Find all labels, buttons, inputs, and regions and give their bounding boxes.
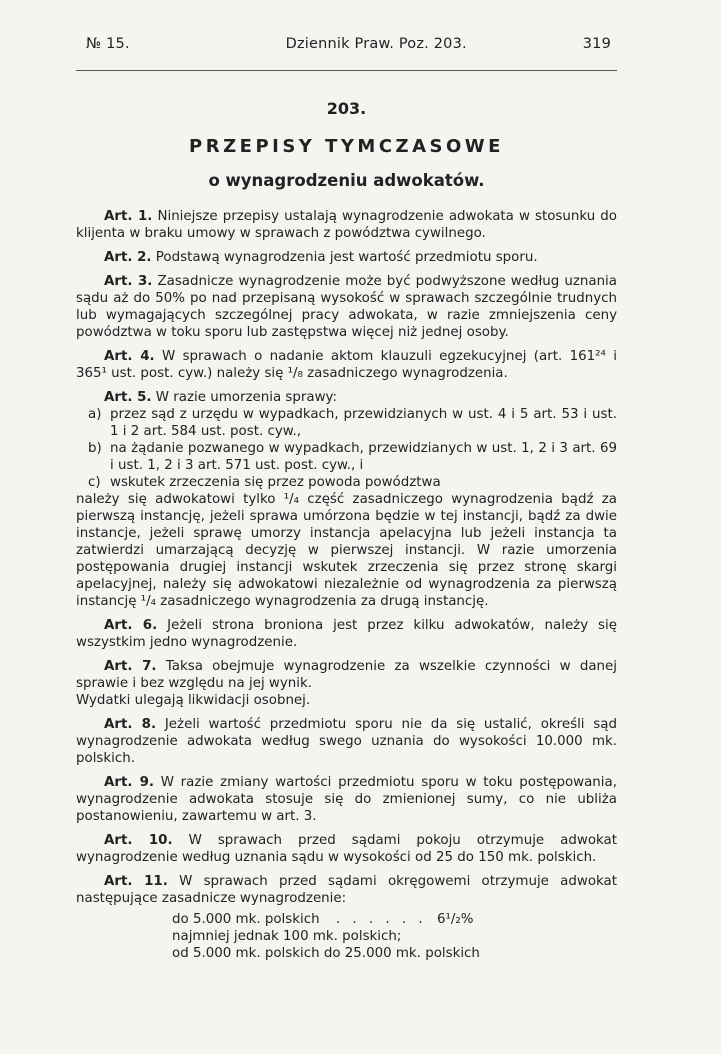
act-title: PRZEPISY TYMCZASOWE	[189, 136, 504, 157]
list-item	[76, 440, 617, 474]
article-5	[76, 389, 617, 406]
article-text: W sprawach o nadanie aktom klauzuli egzekucyjnej (art. 161²⁴ i 365¹ ust. post. cyw.) należy się ¹/₈ zasadniczego wynagrodzenia.	[76, 349, 617, 381]
act-subtitle: o wynagrodzeniu adwokatów.	[208, 171, 485, 190]
article-label: Art. 3.	[104, 274, 153, 289]
rate-value: 6¹/₂%	[436, 912, 474, 927]
article-label: Art. 1.	[104, 209, 153, 224]
article-label: Art. 7.	[104, 659, 157, 674]
article-text: Jeżeli wartość przedmiotu sporu nie da się ustalić, określi sąd wynagrodzenie adwokata według swego uznania do wysokości 10.000 mk. polskich.	[76, 717, 617, 766]
article-text: Jeżeli strona broniona jest przez kilku adwokatów, należy się wszystkim jedno wynagrodzenie.	[76, 618, 617, 650]
act-number: 203.	[326, 99, 367, 118]
page-number: 319	[582, 36, 611, 52]
article-4	[76, 348, 617, 382]
article-7	[76, 658, 617, 709]
article-2	[76, 249, 617, 266]
article-9	[76, 774, 617, 825]
article-5-items	[76, 406, 617, 491]
rate-leader-dots: . . . . . .	[335, 912, 427, 927]
article-text: W sprawach przed sądami pokoju otrzymuje adwokat wynagrodzenie według uznania sądu w wysokości od 25 do 150 mk. polskich.	[76, 833, 617, 865]
article-5-continuation: należy się adwokatowi tylko ¹/₄ część zasadniczego wynagrodzenia bądź za pierwszą instancję, jeżeli sprawa umórzona będzie w tej instancji, bądź za dwie instancje, jeżeli sprawę umorzy instancja apelacyjna lub jeżeli instancja ta zatwierdzi umarzającą decyzję w pierwszej instancji. W razie umorzenia postępowania drugiej instancji wskutek zrzeczenia się przez stronę skargi apelacyjnej, należy się adwokatowi niezależnie od wynagrodzenia za pierwszą instancję ¹/₄ zasadniczego wynagrodzenia za drugą instancję.	[76, 492, 617, 609]
article-text: Podstawą wynagrodzenia jest wartość przedmiotu sporu.	[155, 250, 538, 265]
article-label: Art. 5.	[104, 390, 152, 405]
rate-row	[172, 911, 617, 928]
article-extra: Wydatki ulegają likwidacji osobnej.	[76, 693, 311, 708]
article-1	[76, 208, 617, 242]
journal-title: Dziennik Praw. Poz. 203.	[285, 36, 467, 52]
article-11	[76, 873, 617, 907]
rate-row: najmniej jednak 100 mk. polskich;	[172, 929, 402, 944]
article-label: Art. 9.	[104, 775, 154, 790]
article-label: Art. 4.	[104, 349, 155, 364]
item-marker: b)	[88, 441, 102, 456]
article-text: W razie zmiany wartości przedmiotu sporu w toku postępowania, wynagrodzenie adwokata stosuje się do zmienionej sumy, co nie ubliża postanowieniu, zawartemu w art. 3.	[76, 775, 617, 824]
article-text: Zasadnicze wynagrodzenie może być podwyższone według uznania sądu aż do 50% po nad przepisaną wysokość w sprawach szczególnie trudnych lub wymagających szczególnej pracy adwokata, w razie zmniejszenia ceny powództwa w toku sporu lub zastępstwa więcej niż jednej osoby.	[76, 274, 617, 340]
article-label: Art. 6.	[104, 618, 158, 633]
running-head	[76, 36, 617, 52]
article-label: Art. 10.	[104, 833, 173, 848]
article-3	[76, 273, 617, 341]
article-text: W razie umorzenia sprawy:	[155, 390, 338, 405]
article-8	[76, 716, 617, 767]
article-label: Art. 8.	[104, 717, 157, 732]
item-text: wskutek zrzeczenia się przez powoda powództwa	[110, 475, 441, 490]
article-10	[76, 832, 617, 866]
item-marker: c)	[88, 475, 101, 490]
item-text: na żądanie pozwanego w wypadkach, przewidzianych w ust. 1, 2 i 3 art. 69 i ust. 1, 2 i 3 art. 571 ust. post. cyw., i	[110, 441, 617, 473]
rate-row: od 5.000 mk. polskich do 25.000 mk. polskich	[172, 946, 480, 961]
item-text: przez sąd z urzędu w wypadkach, przewidzianych w ust. 4 i 5 art. 53 i ust. 1 i 2 art. 584 ust. post. cyw.,	[110, 407, 617, 439]
article-text: Taksa obejmuje wynagrodzenie za wszelkie czynności w danej sprawie i bez względu na jej wynik.	[76, 659, 618, 691]
article-text: W sprawach przed sądami okręgowemi otrzymuje adwokat następujące zasadnicze wynagrodzenie:	[76, 874, 617, 906]
list-item	[76, 474, 617, 491]
article-label: Art. 2.	[104, 250, 152, 265]
list-item	[76, 406, 617, 440]
item-marker: a)	[88, 407, 102, 422]
article-text: Niniejsze przepisy ustalają wynagrodzenie adwokata w stosunku do klijenta w braku umowy w sprawach z powództwa cywilnego.	[76, 209, 617, 241]
fee-rates	[172, 911, 617, 962]
header-rule	[76, 70, 617, 71]
article-label: Art. 11.	[104, 874, 168, 889]
article-6	[76, 617, 617, 651]
rate-label: do 5.000 mk. polskich	[172, 912, 320, 927]
issue-number: № 15.	[86, 36, 130, 52]
